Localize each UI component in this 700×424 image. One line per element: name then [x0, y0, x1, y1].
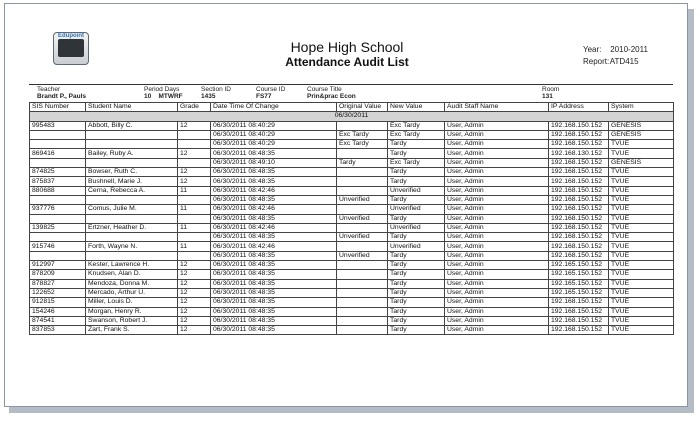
table-row — [30, 130, 674, 139]
table-cell: 192.165.150.152 — [549, 261, 609, 270]
school-name: Hope High School — [290, 39, 404, 55]
table-cell: Tardy — [388, 251, 445, 260]
report-page — [4, 3, 688, 407]
table-row — [30, 316, 674, 325]
table-cell: Tardy — [388, 168, 445, 177]
table-cell: Morgan, Henry R. — [86, 307, 178, 316]
table-cell: 06/30/2011 08:42:46 — [211, 205, 337, 214]
table-cell — [86, 233, 178, 242]
table-cell: Exc Tardy — [337, 130, 388, 139]
table-row — [30, 121, 674, 130]
table-cell: 12 — [178, 121, 211, 130]
table-row — [30, 195, 674, 204]
table-cell: GENESIS — [609, 130, 674, 139]
table-cell: 12 — [178, 261, 211, 270]
table-cell — [337, 149, 388, 158]
table-cell — [30, 158, 86, 167]
table-cell — [178, 130, 211, 139]
room-label: Room — [542, 86, 560, 93]
table-cell: Unverified — [388, 186, 445, 195]
period-days-value: 10 MTWRF — [144, 93, 183, 100]
table-cell: Exc Tardy — [388, 121, 445, 130]
table-cell: 192.165.150.152 — [549, 288, 609, 297]
table-cell — [86, 251, 178, 260]
table-cell: User, Admin — [445, 186, 549, 195]
table-row — [30, 149, 674, 158]
table-cell — [30, 233, 86, 242]
table-cell: 06/30/2011 08:40:29 — [211, 121, 337, 130]
table-cell: Mercado, Arthur U. — [86, 288, 178, 297]
table-row — [30, 205, 674, 214]
table-cell: User, Admin — [445, 205, 549, 214]
table-cell — [86, 195, 178, 204]
col-header: Date Time Of Change — [211, 103, 337, 112]
table-row — [30, 214, 674, 223]
table-cell: 915746 — [30, 242, 86, 251]
table-cell: 192.168.150.152 — [549, 298, 609, 307]
table-cell — [337, 316, 388, 325]
table-cell: User, Admin — [445, 251, 549, 260]
table-cell: TVUE — [609, 205, 674, 214]
table-cell: Exc Tardy — [388, 130, 445, 139]
table-cell: 139825 — [30, 223, 86, 232]
table-cell: 12 — [178, 168, 211, 177]
table-row — [30, 233, 674, 242]
table-cell: 06/30/2011 08:48:35 — [211, 233, 337, 242]
table-cell: User, Admin — [445, 307, 549, 316]
table-cell: 11 — [178, 242, 211, 251]
table-body — [30, 112, 674, 335]
table-cell — [178, 195, 211, 204]
course-id-field — [256, 86, 285, 100]
table-row — [30, 242, 674, 251]
table-cell: TVUE — [609, 242, 674, 251]
table-cell — [178, 251, 211, 260]
table-cell: TVUE — [609, 140, 674, 149]
table-cell: 995483 — [30, 121, 86, 130]
table-cell: 06/30/2011 08:48:35 — [211, 279, 337, 288]
table-cell — [337, 186, 388, 195]
table-cell — [30, 130, 86, 139]
table-cell: Tardy — [337, 158, 388, 167]
table-cell: 192.165.150.152 — [549, 270, 609, 279]
section-id-field — [201, 86, 231, 100]
section-id-value: 1435 — [201, 93, 216, 100]
table-cell: User, Admin — [445, 140, 549, 149]
table-cell — [337, 121, 388, 130]
table-cell: 12 — [178, 298, 211, 307]
course-id-value: FS77 — [256, 93, 272, 100]
table-cell: 06/30/2011 08:48:35 — [211, 214, 337, 223]
table-cell: 874825 — [30, 168, 86, 177]
table-cell: User, Admin — [445, 130, 549, 139]
table-cell: Bowser, Ruth C. — [86, 168, 178, 177]
table-cell — [337, 298, 388, 307]
course-title-field — [307, 86, 356, 100]
table-cell: Tardy — [388, 288, 445, 297]
table-cell: 06/30/2011 08:42:46 — [211, 186, 337, 195]
table-cell: Ertzner, Heather D. — [86, 223, 178, 232]
room-field — [542, 86, 559, 100]
table-cell: User, Admin — [445, 149, 549, 158]
table-row — [30, 326, 674, 335]
table-row — [30, 270, 674, 279]
course-id-label: Course ID — [256, 86, 286, 93]
table-cell: Unverified — [388, 205, 445, 214]
table-cell: Tardy — [388, 298, 445, 307]
date-group-row — [30, 112, 674, 121]
col-header: Original Value — [337, 103, 388, 112]
room-value: 131 — [542, 93, 553, 100]
audit-table — [29, 102, 674, 335]
table-cell: 192.168.150.152 — [549, 316, 609, 325]
table-cell: User, Admin — [445, 168, 549, 177]
table-cell: 192.168.150.152 — [549, 140, 609, 149]
table-cell: TVUE — [609, 316, 674, 325]
report-code: ATD415 — [609, 57, 639, 66]
table-cell: 192.168.150.152 — [549, 214, 609, 223]
table-row — [30, 186, 674, 195]
col-header: Grade — [178, 103, 211, 112]
table-cell — [86, 214, 178, 223]
table-cell: Unverified — [388, 223, 445, 232]
table-row — [30, 279, 674, 288]
table-cell: 06/30/2011 08:48:35 — [211, 251, 337, 260]
table-cell: Cerna, Rebecca A. — [86, 186, 178, 195]
table-cell: 122652 — [30, 288, 86, 297]
table-cell: 06/30/2011 08:42:46 — [211, 242, 337, 251]
table-cell: 154246 — [30, 307, 86, 316]
col-header: New Value — [388, 103, 445, 112]
table-cell: User, Admin — [445, 121, 549, 130]
col-header: Audit Staff Name — [445, 103, 549, 112]
table-cell: 192.168.150.152 — [549, 205, 609, 214]
table-cell: 192.168.150.152 — [549, 130, 609, 139]
period-days-label: Period Days — [144, 86, 180, 93]
table-cell: User, Admin — [445, 261, 549, 270]
year-value: 2010-2011 — [610, 45, 648, 54]
table-cell: 06/30/2011 08:48:35 — [211, 270, 337, 279]
table-cell: User, Admin — [445, 270, 549, 279]
table-cell: TVUE — [609, 288, 674, 297]
course-title-label: Course Title — [307, 86, 342, 93]
table-cell: 192.168.150.152 — [549, 307, 609, 316]
table-cell: TVUE — [609, 168, 674, 177]
table-cell: Swanson, Robert J. — [86, 316, 178, 325]
table-cell — [30, 214, 86, 223]
table-cell: 912997 — [30, 261, 86, 270]
header-divider — [29, 84, 673, 85]
table-row — [30, 261, 674, 270]
table-cell: 192.168.150.152 — [549, 121, 609, 130]
table-cell — [86, 158, 178, 167]
table-cell: User, Admin — [445, 279, 549, 288]
table-cell: 869416 — [30, 149, 86, 158]
table-cell: Tardy — [388, 233, 445, 242]
table-cell: Zart, Frank S. — [86, 326, 178, 335]
table-cell: 192.168.150.152 — [549, 326, 609, 335]
table-cell: 06/30/2011 08:48:35 — [211, 195, 337, 204]
table-cell: User, Admin — [445, 233, 549, 242]
section-fields — [29, 86, 673, 102]
table-cell: Tardy — [388, 316, 445, 325]
table-cell: 12 — [178, 288, 211, 297]
table-cell — [30, 195, 86, 204]
table-cell: 192.168.150.152 — [549, 195, 609, 204]
table-cell: 06/30/2011 08:48:35 — [211, 149, 337, 158]
report-title: Attendance Audit List — [285, 55, 409, 69]
table-cell — [86, 140, 178, 149]
table-cell: Tardy — [388, 279, 445, 288]
table-cell: TVUE — [609, 149, 674, 158]
table-row — [30, 223, 674, 232]
teacher-label: Teacher — [37, 86, 61, 93]
course-title-value: Prin&prac Econ — [307, 93, 356, 100]
table-cell: TVUE — [609, 298, 674, 307]
table-cell: TVUE — [609, 214, 674, 223]
table-cell: 12 — [178, 326, 211, 335]
table-cell: 192.168.150.152 — [549, 233, 609, 242]
table-cell: 12 — [178, 270, 211, 279]
table-cell: 11 — [178, 186, 211, 195]
table-cell — [178, 233, 211, 242]
table-cell: User, Admin — [445, 316, 549, 325]
table-cell: GENESIS — [609, 158, 674, 167]
table-cell — [86, 130, 178, 139]
table-cell: User, Admin — [445, 214, 549, 223]
table-cell — [337, 326, 388, 335]
table-cell: Abbott, Billy C. — [86, 121, 178, 130]
table-cell — [337, 242, 388, 251]
table-cell: User, Admin — [445, 177, 549, 186]
table-cell: TVUE — [609, 177, 674, 186]
table-cell: 12 — [178, 316, 211, 325]
report-meta — [583, 44, 648, 68]
table-cell: Comus, Julie M. — [86, 205, 178, 214]
table-cell: 06/30/2011 08:48:35 — [211, 168, 337, 177]
table-cell: 12 — [178, 149, 211, 158]
table-cell: Tardy — [388, 307, 445, 316]
table-cell — [337, 223, 388, 232]
table-cell: User, Admin — [445, 298, 549, 307]
table-cell: TVUE — [609, 270, 674, 279]
teacher-field — [37, 86, 86, 100]
table-cell: Unverified — [337, 214, 388, 223]
table-cell: TVUE — [609, 195, 674, 204]
table-cell: Bailey, Ruby A. — [86, 149, 178, 158]
table-cell: Tardy — [388, 214, 445, 223]
table-cell — [30, 140, 86, 149]
table-cell — [178, 214, 211, 223]
table-cell: 192.165.150.152 — [549, 279, 609, 288]
table-cell: TVUE — [609, 261, 674, 270]
teacher-value: Brandt P., Pauls — [37, 93, 87, 100]
date-group-label: 06/30/2011 — [30, 112, 674, 121]
table-cell: 06/30/2011 08:48:35 — [211, 298, 337, 307]
table-cell: Exc Tardy — [388, 158, 445, 167]
table-cell: 192.168.150.152 — [549, 177, 609, 186]
table-cell: 192.168.150.152 — [549, 186, 609, 195]
table-cell: Tardy — [388, 195, 445, 204]
table-row — [30, 298, 674, 307]
table-cell: Forth, Wayne N. — [86, 242, 178, 251]
table-cell: 837853 — [30, 326, 86, 335]
logo-brand-text: Edupoint — [58, 33, 84, 39]
period-days-field — [144, 86, 183, 100]
table-cell: Unverified — [388, 242, 445, 251]
col-header: SIS Number — [30, 103, 86, 112]
table-cell: 06/30/2011 08:48:35 — [211, 261, 337, 270]
table-cell: GENESIS — [609, 121, 674, 130]
table-cell: Tardy — [388, 261, 445, 270]
table-cell — [337, 279, 388, 288]
table-cell: 192.168.150.152 — [549, 158, 609, 167]
table-cell: 06/30/2011 08:48:35 — [211, 288, 337, 297]
table-row — [30, 158, 674, 167]
table-cell: Unverified — [337, 251, 388, 260]
table-cell: 06/30/2011 08:48:35 — [211, 177, 337, 186]
table-cell: 11 — [178, 205, 211, 214]
table-cell: TVUE — [609, 326, 674, 335]
table-header-row — [30, 103, 674, 112]
table-cell: 875837 — [30, 177, 86, 186]
table-cell: 12 — [178, 177, 211, 186]
table-row — [30, 168, 674, 177]
table-cell: TVUE — [609, 251, 674, 260]
table-cell: User, Admin — [445, 195, 549, 204]
table-cell: 192.168.150.152 — [549, 168, 609, 177]
col-header: IP Address — [549, 103, 609, 112]
table-cell: 12 — [178, 307, 211, 316]
table-row — [30, 307, 674, 316]
table-cell: TVUE — [609, 223, 674, 232]
table-cell — [337, 168, 388, 177]
table-cell: User, Admin — [445, 326, 549, 335]
table-cell — [337, 261, 388, 270]
table-cell: 880688 — [30, 186, 86, 195]
table-cell: Miller, Louis D. — [86, 298, 178, 307]
table-cell: Unverified — [337, 233, 388, 242]
table-cell — [30, 251, 86, 260]
table-cell — [337, 307, 388, 316]
table-cell: TVUE — [609, 233, 674, 242]
table-cell: 912815 — [30, 298, 86, 307]
table-cell: User, Admin — [445, 223, 549, 232]
table-cell: 192.168.130.152 — [549, 149, 609, 158]
table-cell: 12 — [178, 279, 211, 288]
table-cell: User, Admin — [445, 288, 549, 297]
table-cell: 06/30/2011 08:48:35 — [211, 307, 337, 316]
table-cell: 06/30/2011 08:48:35 — [211, 316, 337, 325]
table-cell: Unverified — [337, 195, 388, 204]
table-cell: Tardy — [388, 270, 445, 279]
table-cell — [178, 158, 211, 167]
table-cell: User, Admin — [445, 158, 549, 167]
table-cell: TVUE — [609, 279, 674, 288]
table-cell: 11 — [178, 223, 211, 232]
table-cell: Tardy — [388, 177, 445, 186]
table-cell — [337, 177, 388, 186]
table-row — [30, 140, 674, 149]
table-cell: 06/30/2011 08:48:35 — [211, 326, 337, 335]
col-header: Student Name — [86, 103, 178, 112]
table-row — [30, 288, 674, 297]
table-cell: Bushnell, Marie J. — [86, 177, 178, 186]
section-id-label: Section ID — [201, 86, 231, 93]
table-row — [30, 251, 674, 260]
table-cell: 192.168.150.152 — [549, 223, 609, 232]
table-cell — [337, 270, 388, 279]
table-cell: Knudsen, Alan D. — [86, 270, 178, 279]
table-cell: 06/30/2011 08:40:29 — [211, 140, 337, 149]
table-cell: Tardy — [388, 149, 445, 158]
table-cell: Exc Tardy — [337, 140, 388, 149]
table-cell: Mendoza, Donna M. — [86, 279, 178, 288]
table-cell — [337, 205, 388, 214]
table-cell: 06/30/2011 08:40:29 — [211, 130, 337, 139]
table-cell: TVUE — [609, 186, 674, 195]
table-cell: 874541 — [30, 316, 86, 325]
col-header: System — [609, 103, 674, 112]
table-cell: Kester, Lawrence H. — [86, 261, 178, 270]
table-cell: Tardy — [388, 140, 445, 149]
table-cell: 192.168.150.152 — [549, 251, 609, 260]
table-cell: 878827 — [30, 279, 86, 288]
report-label: Report: — [583, 57, 610, 66]
year-label: Year: — [583, 45, 602, 54]
table-cell: 06/30/2011 08:49:10 — [211, 158, 337, 167]
table-cell: 937776 — [30, 205, 86, 214]
table-cell: 06/30/2011 08:42:46 — [211, 223, 337, 232]
table-cell: 878209 — [30, 270, 86, 279]
table-row — [30, 177, 674, 186]
table-cell: User, Admin — [445, 242, 549, 251]
table-cell — [178, 140, 211, 149]
table-cell: 192.168.150.152 — [549, 242, 609, 251]
table-cell — [337, 288, 388, 297]
table-cell: TVUE — [609, 307, 674, 316]
table-cell: Tardy — [388, 326, 445, 335]
